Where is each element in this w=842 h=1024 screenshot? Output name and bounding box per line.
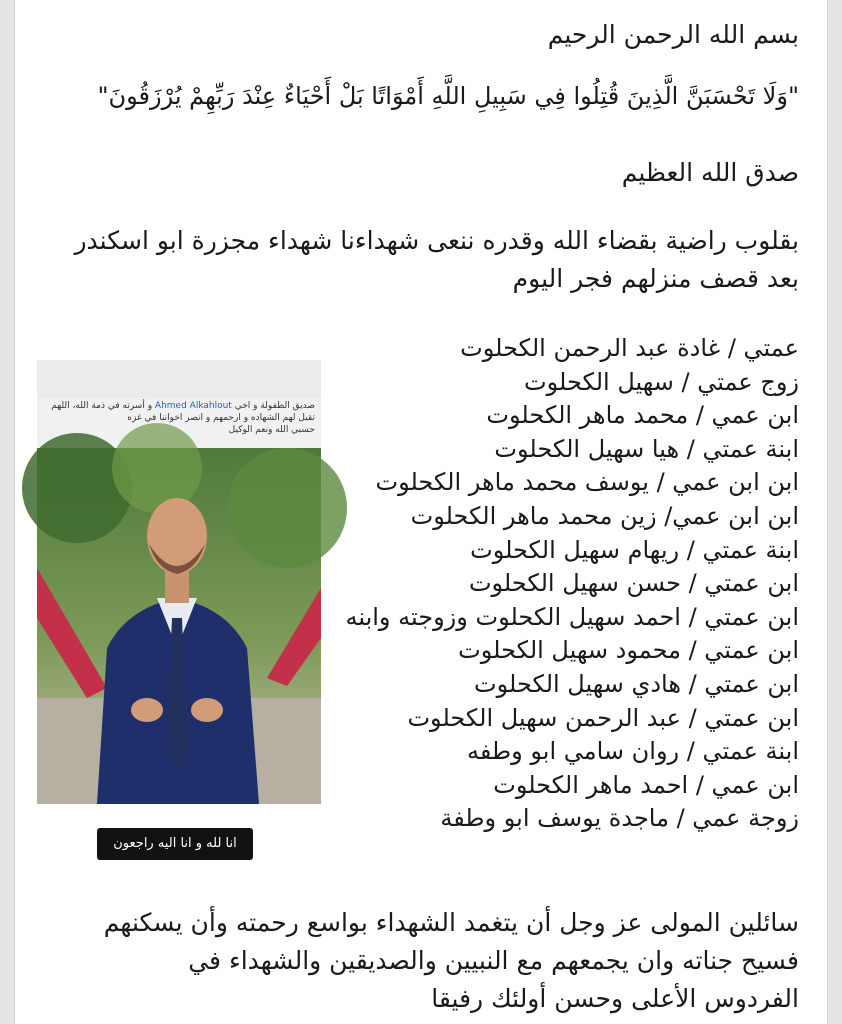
list-item: ابن ابن عمي/ زين محمد ماهر الكحلوت [410, 501, 799, 530]
list-item: عمتي / غادة عبد الرحمن الكحلوت [460, 334, 799, 362]
user-mention[interactable]: Ahmed Alkahlout [154, 401, 232, 411]
closing-line: الفردوس الأعلى وحسن أولئك رفيقا [431, 984, 799, 1013]
list-item: ابنة عمتي / هيا سهيل الكحلوت [494, 434, 799, 463]
closing-line: سائلين المولى عز وجل أن يتغمد الشهداء بواسع رحمته وأن يسكنهم [103, 908, 799, 937]
obituary-post [14, 0, 828, 1024]
closing-line: فسيح جناته وان يجمعهم مع النبيين والصديقين والشهداء في [188, 946, 799, 975]
quran-verse: "وَلَا تَحْسَبَنَّ الَّذِينَ قُتِلُوا فِي سَبِيلِ اللَّهِ أَمْوَاتًا بَلْ أَحْيَاءٌ عِنْدَ رَبِّهِمْ يُرْزَقُونَ" [97, 82, 799, 110]
list-item: ابن عمتي / احمد سهيل الكحلوت وزوجته وابنه [345, 602, 799, 631]
list-item: ابنة عمتي / روان سامي ابو وطفه [467, 737, 799, 766]
list-item: ابنة عمتي / ريهام سهيل الكحلوت [470, 535, 799, 564]
list-item: ابن عمتي / عبد الرحمن سهيل الكحلوت [407, 703, 799, 732]
martyrs-list [345, 332, 799, 836]
list-item: ابن عمي / احمد ماهر الكحلوت [493, 770, 799, 799]
list-item: ابن عمتي / محمود سهيل الكحلوت [458, 636, 799, 665]
intro-paragraph [74, 222, 799, 298]
list-item: ابن عمي / محمد ماهر الكحلوت [486, 401, 799, 430]
story-card [37, 360, 321, 851]
condolence-badge: انا لله و انا اليه راجعون [97, 828, 253, 860]
intro-line: بقلوب راضية بقضاء الله وقدره ننعى شهداءنا شهداء مجزرة ابو اسكندر [74, 226, 799, 255]
list-item: ابن عمتي / هادي سهيل الكحلوت [474, 669, 799, 698]
intro-line: بعد قصف منزلهم فجر اليوم [512, 264, 799, 293]
list-item: زوج عمتي / سهيل الكحلوت [524, 367, 799, 396]
story-header [37, 360, 321, 398]
caption-text: صديق الطفولة و اخي [234, 401, 315, 411]
caption-text: و أسرته في ذمة الله، اللهم تقبل لهم الشهاده و ارحمهم و انصر اخواننا في غزه [51, 401, 315, 423]
sadaq-allah: صدق الله العظيم [621, 158, 799, 187]
list-item: ابن ابن عمي / يوسف محمد ماهر الكحلوت [375, 468, 799, 497]
closing-prayer [104, 904, 799, 1018]
list-item: زوجة عمي / ماجدة يوسف ابو وطفة [440, 804, 799, 833]
caption-text: حسبي الله ونعم الوكيل [228, 425, 315, 435]
list-item: ابن عمتي / حسن سهيل الكحلوت [468, 569, 799, 598]
person-photo [37, 448, 321, 851]
basmala: بسم الله الرحمن الرحيم [547, 20, 799, 49]
person-illustration [37, 448, 321, 804]
